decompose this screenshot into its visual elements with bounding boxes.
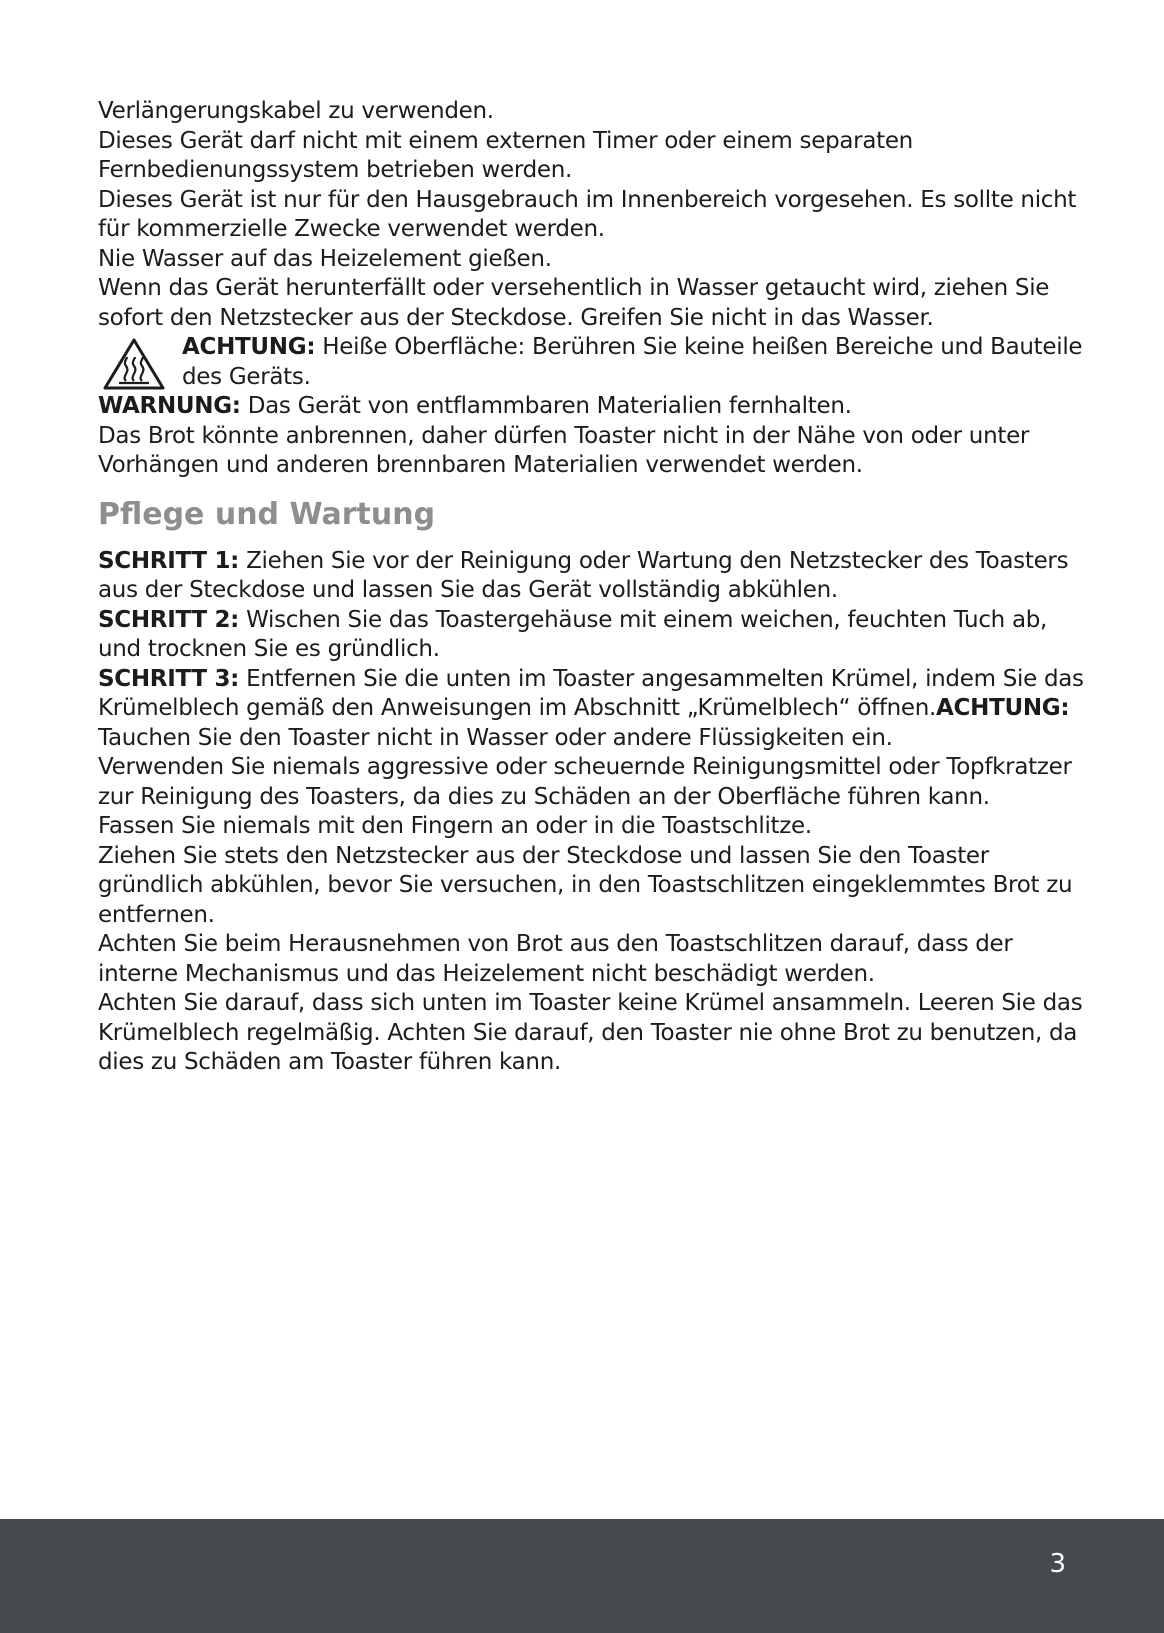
bread-note: Das Brot könnte anbrennen, daher dürfen Toaster nicht in der Nähe von oder unter Vorhängen und anderen brennbaren Materialien verwendet werden. xyxy=(98,422,1030,478)
intro-paragraph-3: Dieses Gerät ist nur für den Hausgebrauch im Innenbereich vorgesehen. Es sollte nicht für kommerzielle Zwecke verwendet werden. xyxy=(98,186,1077,242)
step-3-text: Entfernen Sie die unten im Toaster angesammelten Krümel, indem Sie das Krümelblech gemäß den Anweisungen im Abschnitt „Krümelblech“ öffnen. xyxy=(98,665,1084,721)
section-title: Pflege und Wartung xyxy=(98,496,436,532)
care-note-3: Ziehen Sie stets den Netzstecker aus der Steckdose und lassen Sie den Toaster gründlich abkühlen, bevor Sie versuchen, in den Toastschlitzen eingeklemmtes Brot zu entfernen. xyxy=(98,842,1073,928)
care-note-1: Verwenden Sie niemals aggressive oder scheuernde Reinigungsmittel oder Topfkratzer zur Reinigung des Toasters, da dies zu Schäden an der Oberfläche führen kann. xyxy=(98,754,1072,810)
step-1 xyxy=(98,547,1088,606)
caution-text xyxy=(182,333,1088,392)
caution-block xyxy=(98,333,1088,392)
intro-paragraph-4: Nie Wasser auf das Heizelement gießen. xyxy=(98,245,552,272)
care-note-5: Achten Sie darauf, dass sich unten im Toaster keine Krümel ansammeln. Leeren Sie das Krümelblech regelmäßig. Achten Sie darauf, den Toaster nie ohne Brot zu benutzen, da dies zu Schäden am Toaster führen kann. xyxy=(98,990,1083,1075)
caution-label: ACHTUNG: xyxy=(182,334,316,360)
hot-surface-warning-icon xyxy=(102,337,166,391)
care-note-4: Achten Sie beim Herausnehmen von Brot aus den Toastschlitzen darauf, dass der interne Mechanismus und das Heizelement nicht beschädigt werden. xyxy=(98,931,1013,987)
intro-paragraph-2: Dieses Gerät darf nicht mit einem externen Timer oder einem separaten Fernbedienungssystem betrieben werden. xyxy=(98,127,913,183)
warning-paragraph xyxy=(98,392,1088,422)
care-note-2: Fassen Sie niemals mit den Fingern an oder in die Toastschlitze. xyxy=(98,813,812,839)
intro-paragraph-5: Wenn das Gerät herunterfällt oder versehentlich in Wasser getaucht wird, ziehen Sie sofort den Netzstecker aus der Steckdose. Greifen Sie nicht in das Wasser. xyxy=(98,275,1050,331)
step-1-text: Ziehen Sie vor der Reinigung oder Wartung den Netzstecker des Toasters aus der Steckdose und lassen Sie das Gerät vollständig abkühlen. xyxy=(98,547,1069,603)
caution-message: Heiße Oberfläche: Berühren Sie keine heißen Bereiche und Bauteile des Geräts. xyxy=(182,334,1083,390)
step-2-text: Wischen Sie das Toastergehäuse mit einem weichen, feuchten Tuch ab, und trocknen Sie es gründlich. xyxy=(98,606,1048,662)
warning-label: WARNUNG: xyxy=(98,393,241,419)
step-1-label: SCHRITT 1: xyxy=(98,547,240,574)
page-number: 3 xyxy=(1049,1549,1066,1579)
step-2-label: SCHRITT 2: xyxy=(98,606,240,633)
step-3 xyxy=(98,665,1088,754)
step-3-caution-label: ACHTUNG: xyxy=(936,695,1070,721)
warning-message: Das Gerät von entflammbaren Materialien fernhalten. xyxy=(240,393,852,419)
page-content xyxy=(98,97,1088,1078)
step-2 xyxy=(98,606,1088,665)
intro-paragraph-1: Verlängerungskabel zu verwenden. xyxy=(98,98,494,124)
step-3-label: SCHRITT 3: xyxy=(98,665,240,692)
step-3-caution-text: Tauchen Sie den Toaster nicht in Wasser oder andere Flüssigkeiten ein. xyxy=(98,724,893,751)
page-footer xyxy=(0,1519,1164,1633)
